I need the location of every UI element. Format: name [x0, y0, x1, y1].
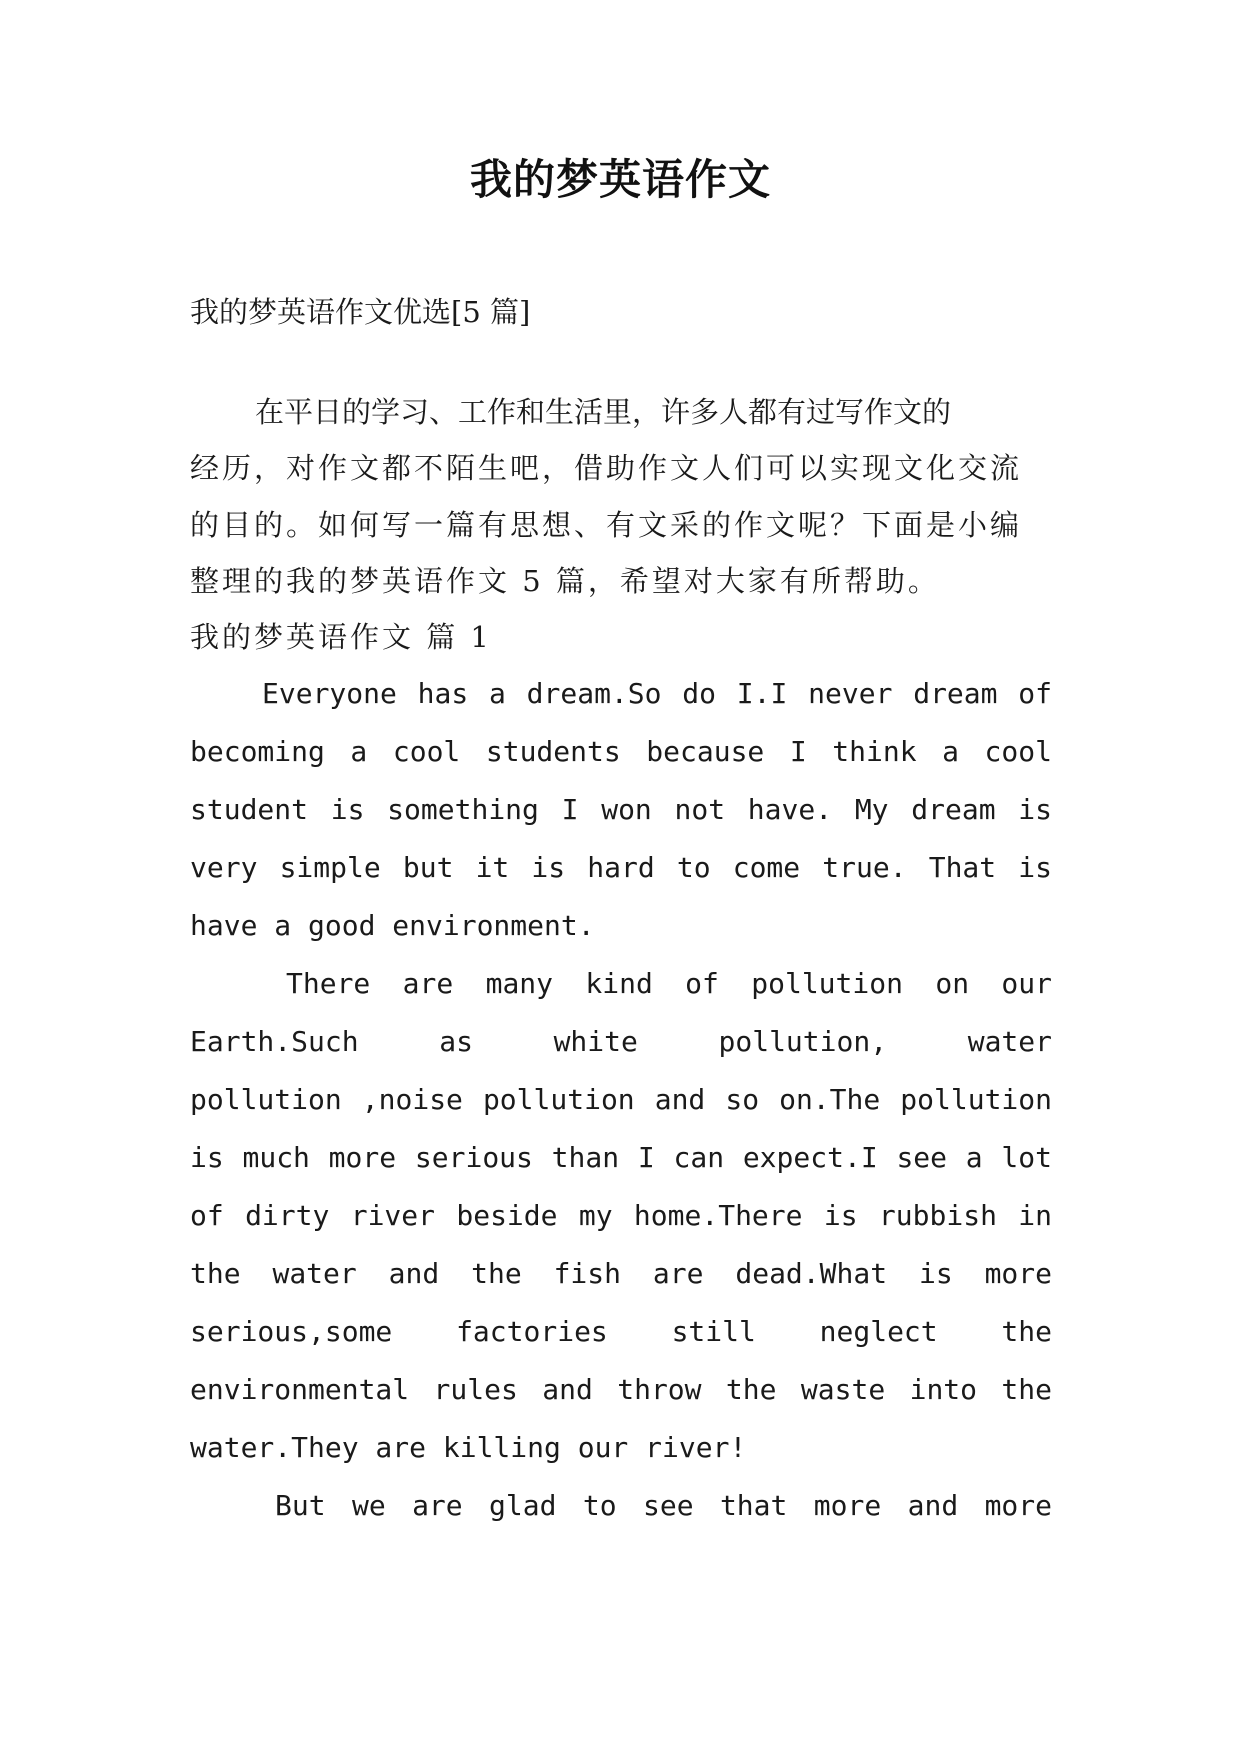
intro-line: 在平日的学习、工作和生活里，许多人都有过写作文的	[255, 395, 952, 429]
paragraph-line: student is something I won not have. My dream is	[190, 793, 1052, 826]
paragraph-line: There are many kind of pollution on our	[286, 967, 1052, 1000]
intro-line: 整理的我的梦英语作文 5 篇，希望对大家有所帮助。	[190, 564, 940, 598]
page-title: 我的梦英语作文	[469, 155, 771, 204]
paragraph-line: water.They are killing our river!	[190, 1431, 747, 1464]
essay-heading: 我的梦英语作文 篇 1	[190, 620, 492, 654]
paragraph-line: Earth.Such as white pollution, water	[190, 1025, 1052, 1058]
paragraph-line: is much more serious than I can expect.I see a lot	[190, 1141, 1052, 1174]
paragraph-line: very simple but it is hard to come true. That is	[190, 851, 1052, 884]
paragraph-line: becoming a cool students because I think a cool	[190, 735, 1052, 768]
paragraph-line: environmental rules and throw the waste into the	[190, 1373, 1052, 1406]
paragraph-line: the water and the fish are dead.What is more	[190, 1257, 1052, 1290]
intro-line: 经历，对作文都不陌生吧，借助作文人们可以实现文化交流	[190, 451, 1023, 485]
intro-line: 的目的。如何写一篇有思想、有文采的作文呢？下面是小编	[190, 508, 1023, 542]
document-subtitle: 我的梦英语作文优选[5 篇]	[190, 295, 531, 329]
paragraph-line: have a good environment.	[190, 909, 595, 942]
paragraph-line: serious,some factories still neglect the	[190, 1315, 1052, 1348]
paragraph-line: Everyone has a dream.So do I.I never dream of	[262, 677, 1052, 710]
paragraph-line: But we are glad to see that more and more	[275, 1489, 1052, 1522]
paragraph-line: of dirty river beside my home.There is rubbish in	[190, 1199, 1052, 1232]
paragraph-line: pollution ,noise pollution and so on.The pollution	[190, 1083, 1052, 1116]
